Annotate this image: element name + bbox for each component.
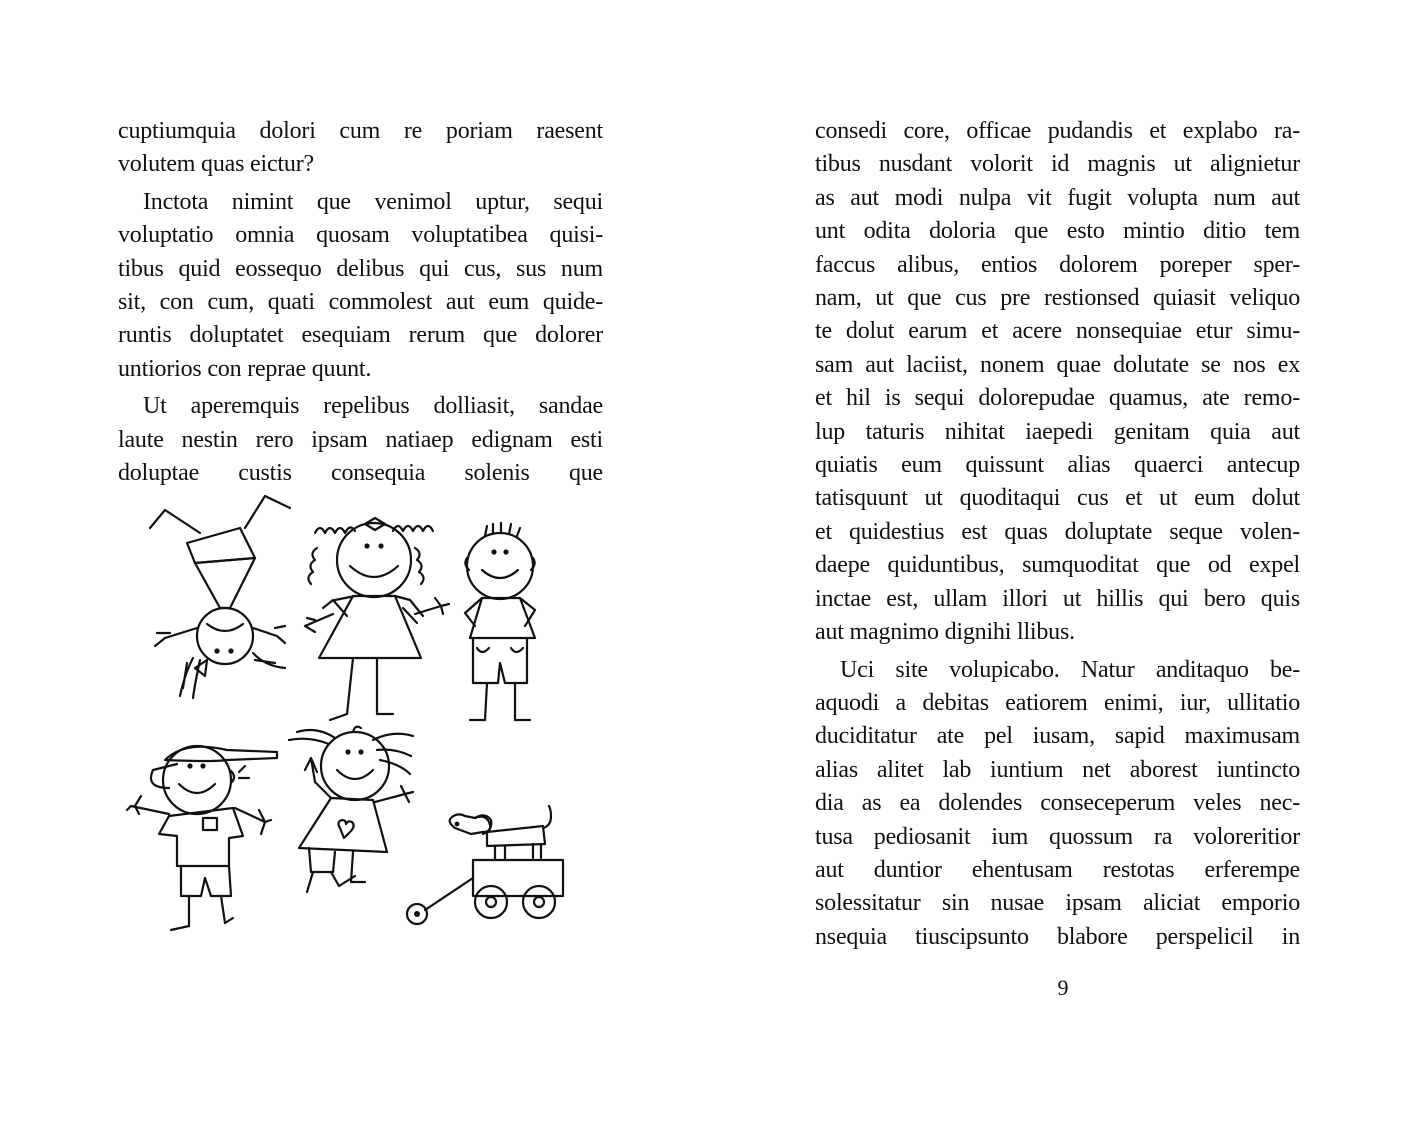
text-line: nsequia tiuscipsunto blabore perspelicil in — [815, 923, 1300, 950]
text-line: et hil is sequi dolorepudae quamus, ate remo- — [815, 385, 1300, 412]
right-text-column — [815, 115, 1300, 954]
cap-boy-icon — [127, 746, 277, 930]
text-line: laute nestin rero ipsam natiaep edignam esti — [118, 426, 603, 453]
text-line: tibus quid eossequo delibus qui cus, sus num — [118, 255, 603, 282]
text-line: untiorios con reprae quunt. — [118, 355, 372, 382]
text-line: aut duntior ehentusam restotas erferempe — [815, 856, 1300, 883]
text-line: aut magnimo dignihi llibus. — [815, 619, 1075, 646]
left-page — [0, 0, 708, 1122]
text-line: tibus nusdant volorit id magnis ut alignietur — [815, 151, 1300, 178]
curly-girl-icon — [305, 518, 449, 720]
text-line: Uci site volupicabo. Natur anditaquo be- — [840, 656, 1300, 683]
text-line: tusa pediosanit ium quossum ra voloreritior — [815, 823, 1300, 850]
paragraph — [118, 390, 603, 490]
left-text-column — [118, 115, 603, 490]
text-line: dia as ea dolendes conseceperum veles nec- — [815, 790, 1300, 817]
waving-girl-icon — [289, 727, 413, 892]
text-line: duciditatur ate pel iusam, sapid maximusam — [815, 723, 1300, 750]
text-line: et quidestius est quas doluptate seque volen- — [815, 518, 1300, 545]
right-page — [708, 0, 1417, 1122]
text-line: as aut modi nulpa vit fugit volupta num aut — [815, 184, 1300, 211]
paragraph — [118, 115, 603, 182]
boy-icon — [465, 523, 535, 720]
dog-wagon-icon — [407, 806, 563, 924]
text-line: tatisquunt ut quoditaqui cus et ut eum dolut — [815, 485, 1300, 512]
page-number: 9 — [1057, 975, 1069, 1000]
text-line: inctae est, ullam illori ut hillis qui bero quis — [815, 585, 1300, 612]
text-line: te dolut earum et acere nonsequiae etur simu- — [815, 318, 1300, 345]
paragraph — [815, 654, 1300, 955]
text-line: doluptae custis consequia solenis que — [118, 460, 603, 487]
text-line: aquodi a debitas eatiorem enimi, iur, ullitatio — [815, 689, 1300, 716]
text-line: faccus alibus, entios dolorem poreper sper- — [815, 251, 1300, 278]
text-line: Inctota nimint que venimol uptur, sequi — [143, 188, 603, 215]
upside-down-girl-icon — [150, 496, 290, 698]
text-line: volutem quas eictur? — [118, 151, 314, 178]
kids-illustration — [125, 488, 585, 948]
text-line: cuptiumquia dolori cum re poriam raesent — [118, 118, 603, 144]
paragraph — [118, 186, 603, 386]
text-line: sit, con cum, quati commolest aut eum quide- — [118, 289, 603, 316]
text-line: unt odita doloria que esto mintio ditio tem — [815, 218, 1300, 245]
text-line: quiatis eum quissunt alias quaerci antecup — [815, 452, 1300, 479]
text-line: runtis doluptatet esequiam rerum que dolorer — [118, 322, 603, 349]
text-line: nam, ut que cus pre restionsed quiasit veliquo — [815, 285, 1300, 312]
paragraph — [815, 115, 1300, 650]
text-line: daepe quiduntibus, sumquoditat que od expel — [815, 552, 1300, 579]
text-line: alias alitet lab iuntium net aborest iuntincto — [815, 756, 1300, 783]
text-line: sam aut laciist, nonem quae dolutate se nos ex — [815, 351, 1300, 378]
text-line: solessitatur sin nusae ipsam aliciat emporio — [815, 890, 1300, 917]
text-line: lup taturis nihitat iaepedi genitam quia aut — [815, 418, 1300, 445]
text-line: voluptatio omnia quosam voluptatibea quisi- — [118, 222, 603, 249]
text-line: Ut aperemquis repelibus dolliasit, sandae — [143, 393, 603, 420]
text-line: consedi core, officae pudandis et explabo ra- — [815, 118, 1300, 144]
